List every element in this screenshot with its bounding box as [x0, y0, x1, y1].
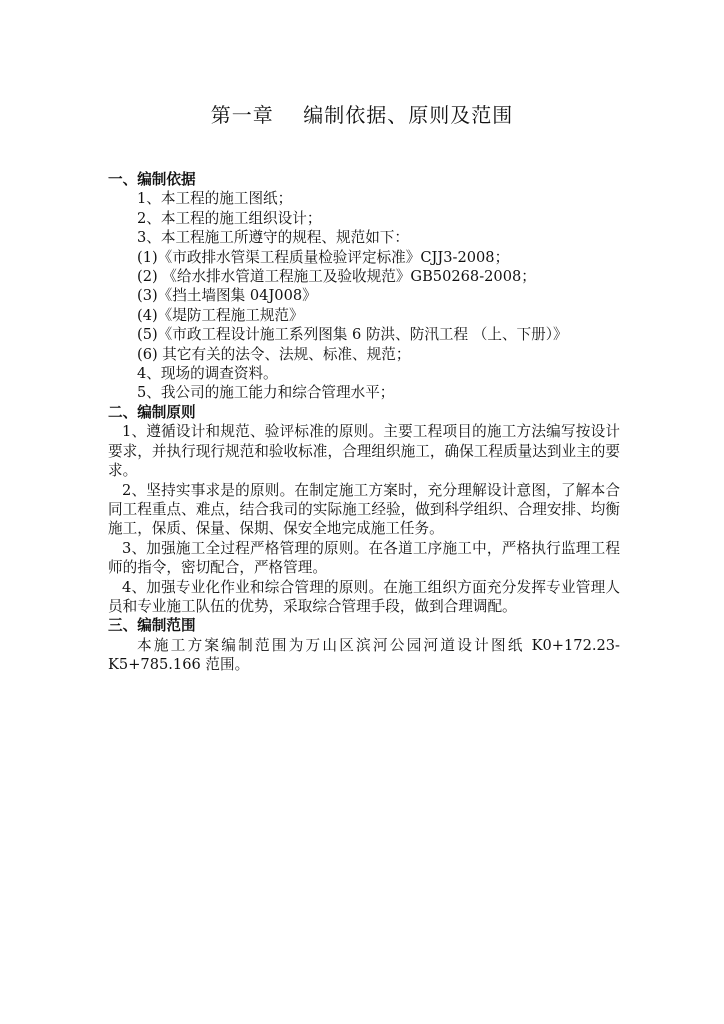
list-item: (4)《堤防工程施工规范》 [137, 306, 304, 324]
list-item: 1、本工程的施工图纸； [137, 190, 293, 208]
section-heading-scope: 三、编制范围 [108, 617, 196, 635]
list-item: (6) 其它有关的法令、法规、标准、规范； [137, 345, 411, 363]
principle-paragraph: 4、加强专业化作业和综合管理的原则。在施工组织方面充分发挥专业管理人员和专业施工队伍的优势，采取综合管理手段，做到合理调配。 [108, 578, 620, 615]
list-item: (5)《市政工程设计施工系列图集 6 防洪、防汛工程 （上、下册）》 [137, 326, 568, 344]
list-item: (3)《挡土墙图集 04J008》 [137, 287, 317, 305]
list-item: 5、我公司的施工能力和综合管理水平； [137, 384, 395, 402]
section-heading-basis: 一、编制依据 [108, 171, 196, 188]
list-item: 3、本工程施工所遵守的规程、规范如下： [137, 229, 409, 247]
list-item: 4、现场的调查资料。 [137, 365, 278, 383]
principle-paragraph: 2、坚持实事求是的原则。在制定施工方案时，充分理解设计意图，了解本合同工程重点、难点，结合我司的实际施工经验，做到科学组织、合理安排、均衡施工，保质、保量、保期、保安全地完成施工任务。 [108, 481, 620, 538]
principle-paragraph: 3、加强施工全过程严格管理的原则。在各道工序施工中，严格执行监理工程师的指令，密切配合，严格管理。 [108, 539, 620, 577]
scope-paragraph: 本施工方案编制范围为万山区滨河公园河道设计图纸 K0+172.23-K5+785.166 范围。 [108, 636, 620, 674]
list-item: 2、本工程的施工组织设计； [137, 209, 322, 227]
list-item: (2) 《给水排水管道工程施工及验收规范》GB50268-2008； [137, 268, 536, 286]
principle-paragraph: 1、遵循设计和规范、验评标准的原则。主要工程项目的施工方法编写按设计要求，并执行现行规范和验收标准，合理组织施工，确保工程质量达到业主的要求。 [108, 423, 620, 480]
chapter-title: 第一章 编制依据、原则及范围 [210, 103, 514, 127]
document-body [108, 170, 620, 675]
list-item: (1)《市政排水管渠工程质量检验评定标准》CJJ3-2008； [137, 248, 510, 266]
section-heading-principles: 二、编制原则 [108, 403, 196, 421]
